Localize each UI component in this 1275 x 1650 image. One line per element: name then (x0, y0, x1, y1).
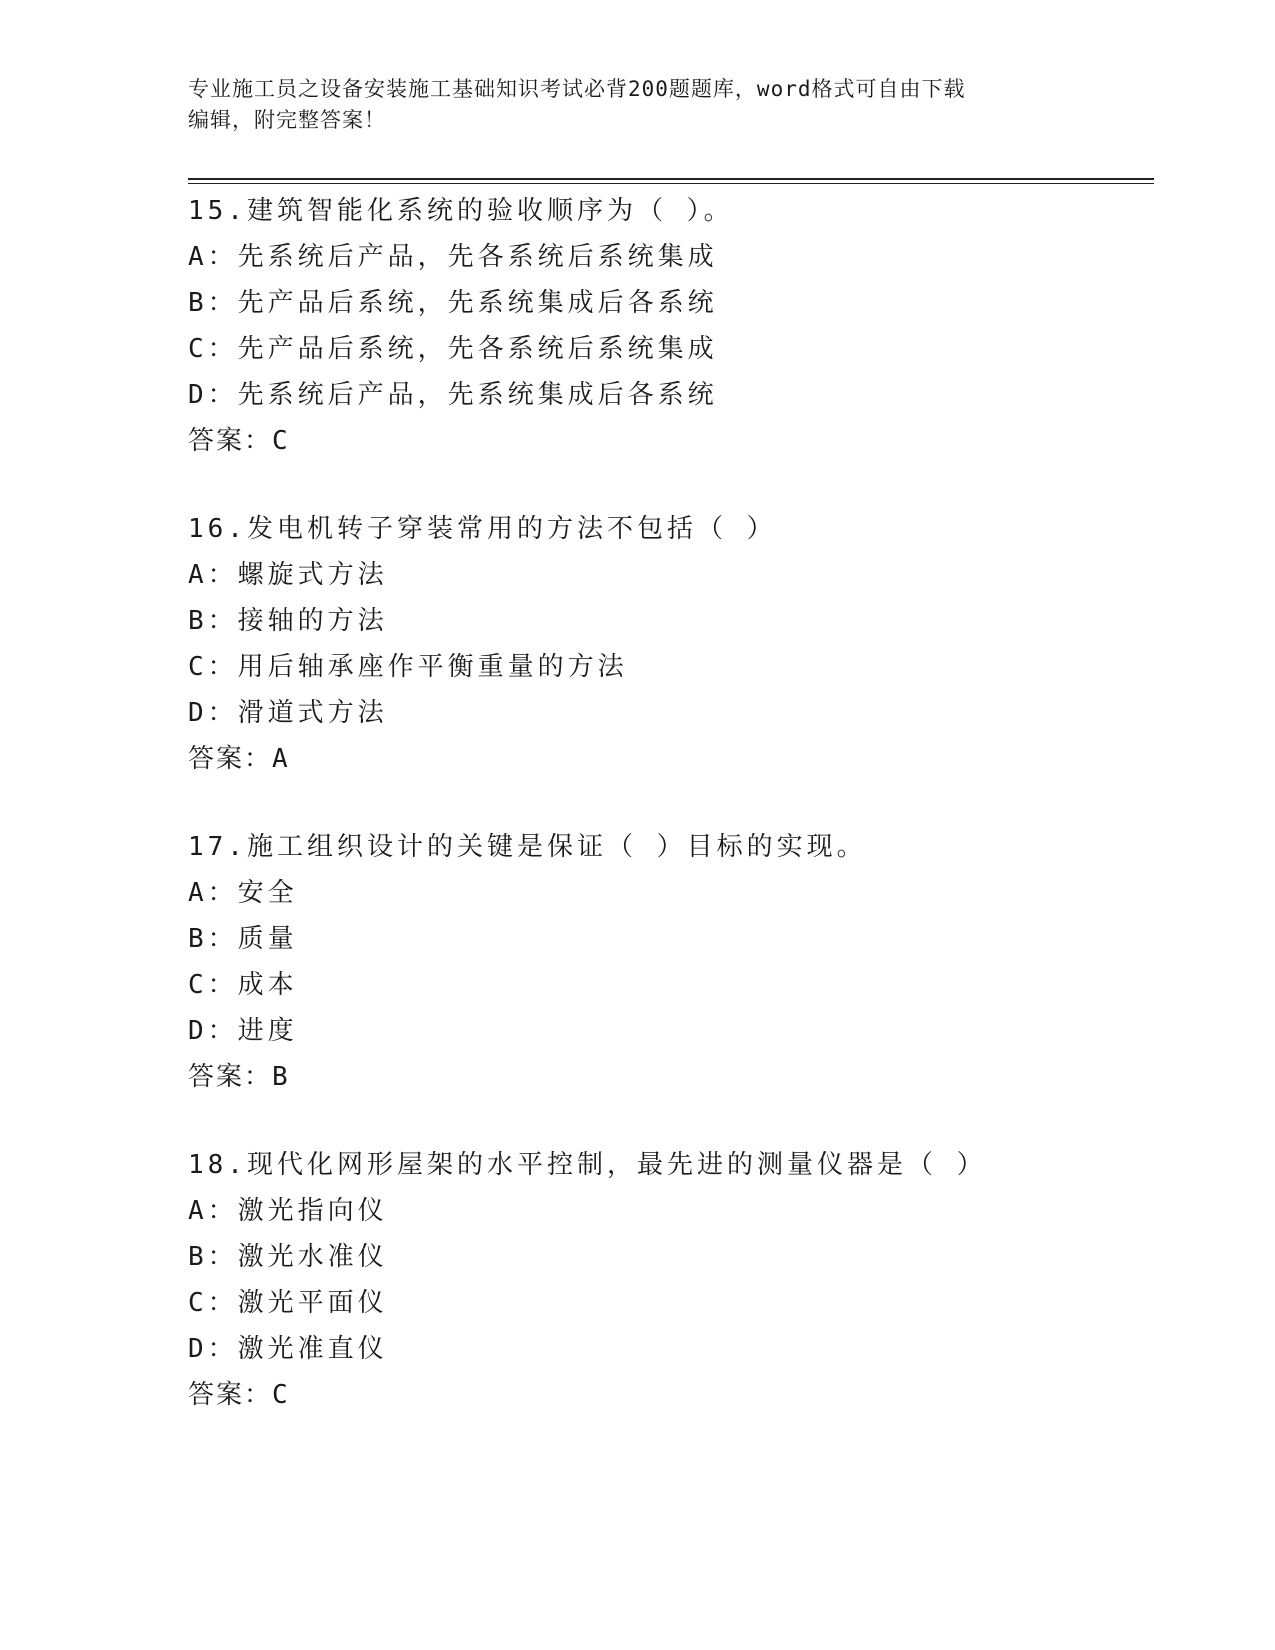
option-c: C：用后轴承座作平衡重量的方法 (188, 652, 628, 682)
question-17 (188, 824, 1154, 1100)
option-d: D：激光准直仪 (188, 1334, 388, 1364)
option-d: D：先系统后产品，先系统集成后各系统 (188, 380, 718, 410)
option-c: C：先产品后系统，先各系统后系统集成 (188, 334, 718, 364)
document-header (188, 74, 1088, 136)
answer-line: 答案：C (188, 426, 290, 456)
option-a: A：先系统后产品，先各系统后系统集成 (188, 242, 718, 272)
header-title-line-1: 专业施工员之设备安装施工基础知识考试必背200题题库，word格式可自由下载 (188, 77, 966, 101)
question-15 (188, 188, 1154, 464)
option-c: C：成本 (188, 970, 298, 1000)
option-b: B：激光水准仪 (188, 1242, 388, 1272)
option-a: A：螺旋式方法 (188, 560, 388, 590)
option-b: B：质量 (188, 924, 298, 954)
question-stem: 17.施工组织设计的关键是保证（ ）目标的实现。 (188, 832, 867, 862)
question-16 (188, 506, 1154, 782)
answer-line: 答案：B (188, 1062, 290, 1092)
question-stem: 16.发电机转子穿装常用的方法不包括（ ） (188, 514, 777, 544)
answer-line: 答案：C (188, 1380, 290, 1410)
question-stem: 18.现代化网形屋架的水平控制，最先进的测量仪器是（ ） (188, 1150, 987, 1180)
answer-line: 答案：A (188, 744, 290, 774)
option-d: D：进度 (188, 1016, 298, 1046)
question-stem: 15.建筑智能化系统的验收顺序为（ ）。 (188, 196, 734, 226)
question-list (188, 188, 1154, 1460)
question-18 (188, 1142, 1154, 1418)
option-a: A：激光指向仪 (188, 1196, 388, 1226)
option-b: B：先产品后系统，先系统集成后各系统 (188, 288, 718, 318)
header-divider-thin (188, 183, 1154, 184)
option-b: B：接轴的方法 (188, 606, 388, 636)
option-c: C：激光平面仪 (188, 1288, 388, 1318)
option-d: D：滑道式方法 (188, 698, 388, 728)
option-a: A：安全 (188, 878, 298, 908)
header-divider-thick (188, 178, 1154, 180)
header-title-line-2: 编辑，附完整答案！ (188, 108, 386, 132)
